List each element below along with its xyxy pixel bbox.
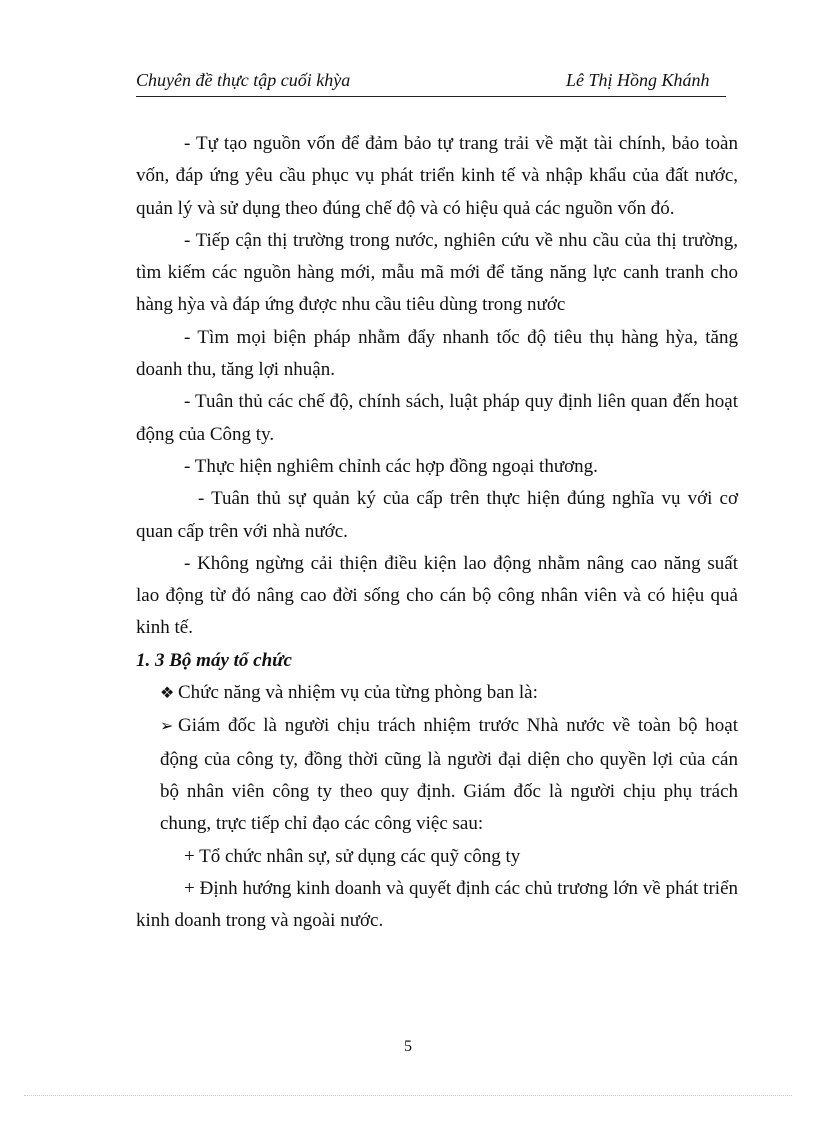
paragraph: - Tuân thủ sự quản ký của cấp trên thực hiện đúng nghĩa vụ với cơ quan cấp trên với nhà nước. <box>136 488 738 542</box>
paragraph: - Tuân thủ các chế độ, chính sách, luật pháp quy định liên quan đến hoạt động của Công ty. <box>136 391 738 445</box>
arrow-bullet-icon: ➢ <box>160 718 174 736</box>
diamond-bullet-icon: ❖ <box>160 685 175 703</box>
bullet-text: Chức năng và nhiệm vụ của từng phòng ban là: <box>178 682 538 704</box>
section-heading: 1. 3 Bộ máy tổ chức <box>136 649 292 671</box>
paragraph: - Tìm mọi biện pháp nhằm đẩy nhanh tốc độ tiêu thụ hàng hỳa, tăng doanh thu, tăng lợi nhuận. <box>136 326 738 381</box>
list-item: + Định hướng kinh doanh và quyết định các chủ trương lớn về phát triển kinh doanh trong và ngoài nước. <box>136 877 738 932</box>
bullet-text: Giám đốc là người chịu trách nhiệm trước Nhà nước về toàn bộ hoạt động của công ty, đồng thời cũng là người đại diện cho quyền lợi của cán bộ nhân viên công ty theo quy định. Giám đốc là người chịu phụ trách chung, trực tiếp chỉ đạo các công việc sau: <box>160 715 738 835</box>
page-bottom-divider <box>24 1095 792 1096</box>
paragraph: - Không ngừng cải thiện điều kiện lao động nhằm nâng cao năng suất lao động từ đó nâng cao đời sống cho cán bộ công nhân viên và có hiệu quả kinh tế. <box>136 552 738 639</box>
bullet-item <box>136 677 738 710</box>
document-body <box>136 128 738 937</box>
paragraph: - Thực hiện nghiêm chỉnh các hợp đồng ngoại thương. <box>184 455 598 477</box>
paragraph: - Tự tạo nguồn vốn để đảm bảo tự trang trải về mặt tài chính, bảo toàn vốn, đáp ứng yêu cầu phục vụ phát triển kinh tế và nhập khẩu của đất nước, quản lý và sử dụng theo đúng chế độ và có hiệu quả các nguồn vốn đó. <box>136 133 738 219</box>
page-number: 5 <box>404 1038 412 1055</box>
paragraph: - Tiếp cận thị trường trong nước, nghiên cứu về nhu cầu của thị trường, tìm kiếm các nguồn hàng mới, mẫu mã mới để tăng năng lực canh tranh cho hàng hỳa và đáp ứng được nhu cầu tiêu dùng trong nước <box>136 229 738 316</box>
list-item: + Tổ chức nhân sự, sử dụng các quỹ công ty <box>184 845 521 867</box>
page-header <box>136 70 726 97</box>
header-title: Chuyên đề thực tập cuối khỳa <box>136 70 351 90</box>
bullet-item <box>136 710 738 840</box>
header-author: Lê Thị Hồng Khánh <box>566 70 710 90</box>
